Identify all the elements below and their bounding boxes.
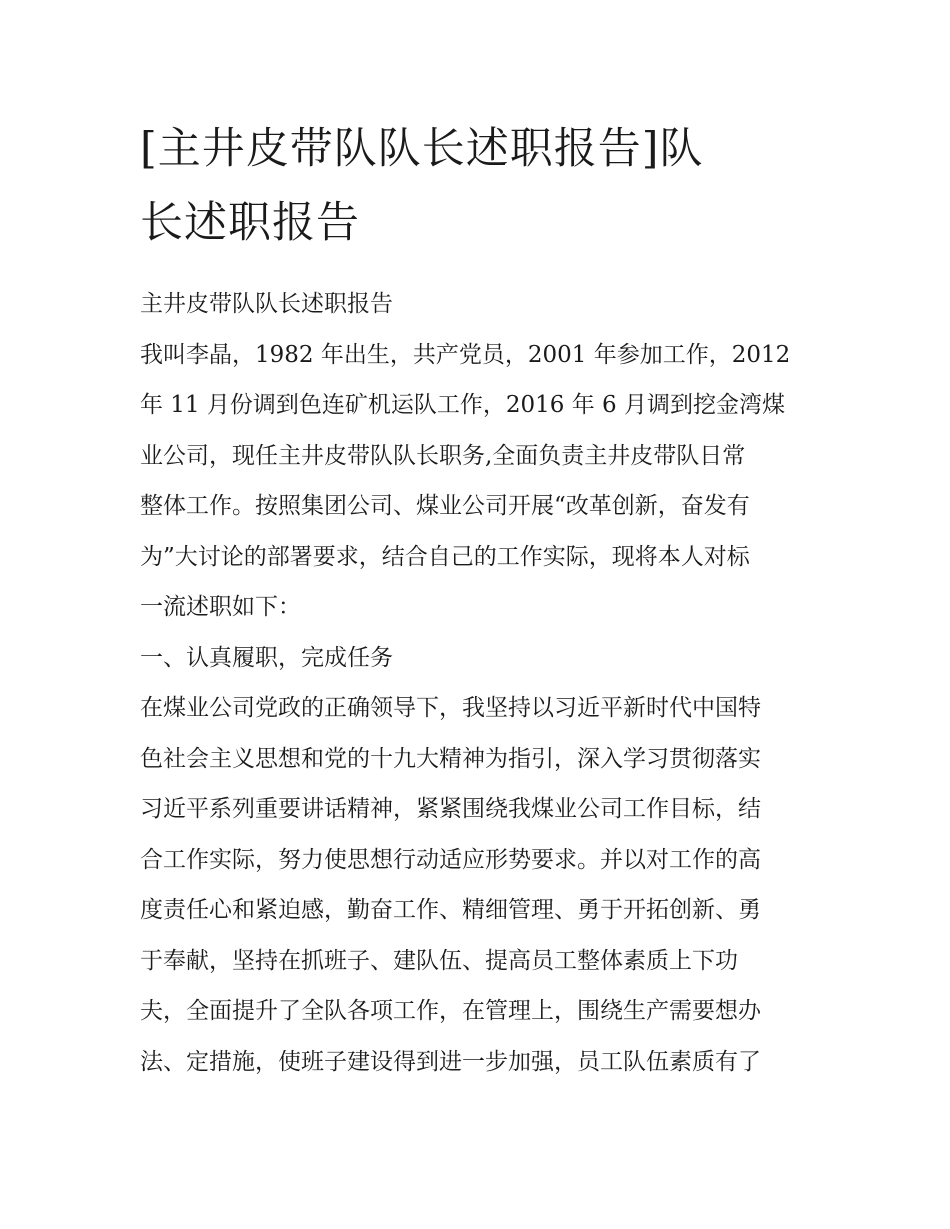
body-line: 夫，全面提升了全队各项工作，在管理上，围绕生产需要想办 [140, 998, 761, 1024]
body-line: 业公司，现任主井皮带队队长职务,全面负责主井皮带队日常 [140, 442, 746, 469]
body-line: 合工作实际，努力使思想行动适应形势要求。并以对工作的高 [140, 846, 761, 873]
body-subtitle: 主井皮带队队长述职报告 [140, 291, 393, 317]
document-body [140, 279, 830, 1087]
title-line: 长述职报告 [140, 198, 360, 248]
body-line: 度责任心和紧迫感，勤奋工作、精细管理、勇于开拓创新、勇 [140, 897, 761, 923]
body-line: 年 11 月份调到色连矿机运队工作，2016 年 6 月调到挖金湾煤 [140, 392, 785, 418]
body-line: 为”大讨论的部署要求，结合自己的工作实际，现将本人对标 [140, 543, 750, 570]
body-line: 色社会主义思想和党的十九大精神为指引，深入学习贯彻落实 [140, 745, 761, 772]
body-line: 我叫李晶，1982 年出生，共产党员，2001 年参加工作，2012 [140, 341, 791, 368]
body-line: 于奉献，坚持在抓班子、建队伍、提高员工整体素质上下功 [140, 947, 738, 974]
body-line: 法、定措施，使班子建设得到进一步加强，员工队伍素质有了 [140, 1048, 761, 1075]
document-title [140, 112, 830, 260]
body-line: 整体工作。按照集团公司、煤业公司开展“改革创新，奋发有 [140, 493, 750, 519]
section-heading: 一、认真履职，完成任务 [140, 644, 393, 671]
body-line: 习近平系列重要讲话精神，紧紧围绕我煤业公司工作目标，结 [140, 796, 761, 822]
body-line: 一流述职如下： [140, 594, 301, 620]
title-line: [主井皮带队队长述职报告]队 [140, 124, 704, 174]
body-line: 在煤业公司党政的正确领导下，我坚持以习近平新时代中国特 [140, 695, 761, 721]
